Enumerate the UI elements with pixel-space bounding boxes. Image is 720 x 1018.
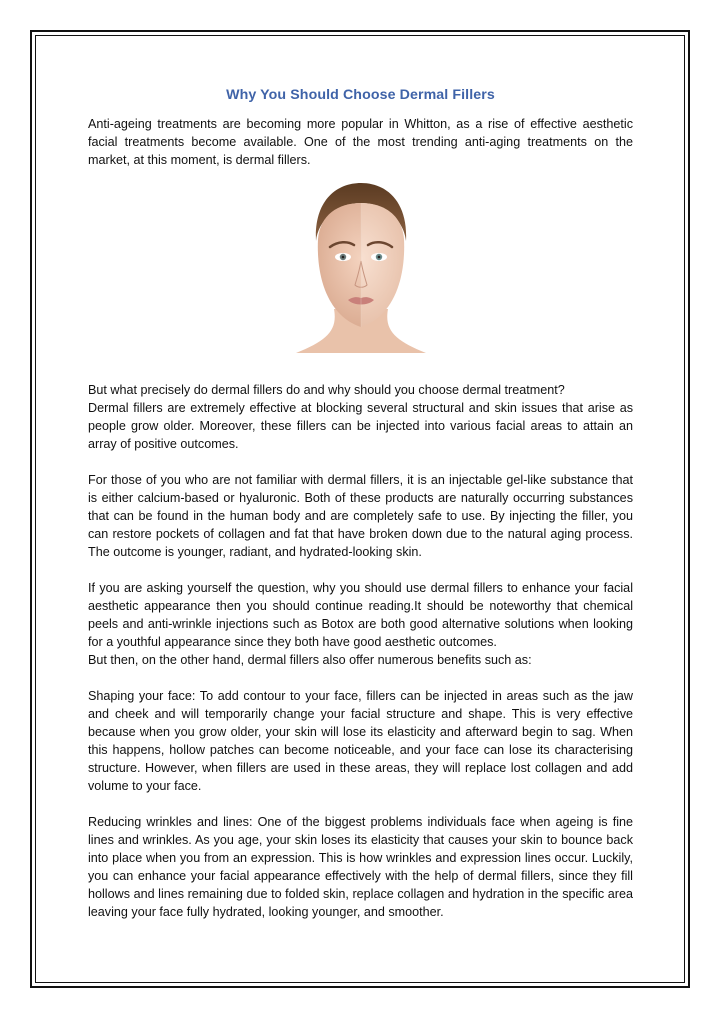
paragraph-reducing-wrinkles: Reducing wrinkles and lines: One of the biggest problems individuals face when ageing is fine lines and wrinkles. As you age, your skin loses its elasticity that causes your skin to bounce back into place when you from an expression. This is how wrinkles and expression lines occur. Luckily, you can enhance your facial appearance effectively with the help of dermal fillers, since they fill hollows and lines remaining due to folded skin, replace collagen and hydration in the specific area leaving your face fully hydrated, looking younger, and smoother.	[88, 815, 633, 919]
benefits-intro-line: But then, on the other hand, dermal fillers also offer numerous benefits such as:	[88, 653, 532, 667]
document-title: Why You Should Choose Dermal Fillers	[226, 87, 495, 103]
paragraph-what-are-fillers: For those of you who are not familiar with dermal fillers, it is an injectable gel-like substance that is either calcium-based or hyaluronic. Both of these products are naturally occurring substances that can be found in the human body and are completely safe to use. By injecting the filler, you can restore pockets of collagen and fat that have broken down due to the natural aging process. The outcome is younger, radiant, and hydrated-looking skin.	[88, 473, 633, 559]
face-photo	[286, 181, 436, 353]
intro-paragraph: Anti-ageing treatments are becoming more popular in Whitton, as a rise of effective aesthetic facial treatments become available. One of the most trending anti-aging treatments on the market, at this moment, is dermal fillers.	[88, 117, 633, 167]
paragraph-why-use: If you are asking yourself the question, why you should use dermal fillers to enhance your facial aesthetic appearance then you should continue reading.It should be noteworthy that chemical peels and anti-wrinkle injections such as Botox are both good alternative solutions when looking for a youthful appearance since they both have good aesthetic outcomes.	[88, 581, 633, 649]
question-line: But what precisely do dermal fillers do and why should you choose dermal treatment?	[88, 383, 565, 397]
document-body	[88, 86, 633, 939]
paragraph-effectiveness: Dermal fillers are extremely effective at blocking several structural and skin issues that arise as people grow older. Moreover, these fillers can be injected into various facial areas to attain an array of positive outcomes.	[88, 401, 633, 451]
body-section-1	[88, 381, 633, 453]
body-section-2	[88, 579, 633, 669]
paragraph-shaping-face: Shaping your face: To add contour to your face, fillers can be injected in areas such as the jaw and cheek and will temporarily change your facial structure and shape. This is very effective because when you grow older, your skin will lose its elasticity and afterward begin to sag. When this happens, hollow patches can become noticeable, and your face can lose its characterising structure. However, when fillers are used in these areas, they will replace lost collagen and add volume to your face.	[88, 689, 633, 793]
